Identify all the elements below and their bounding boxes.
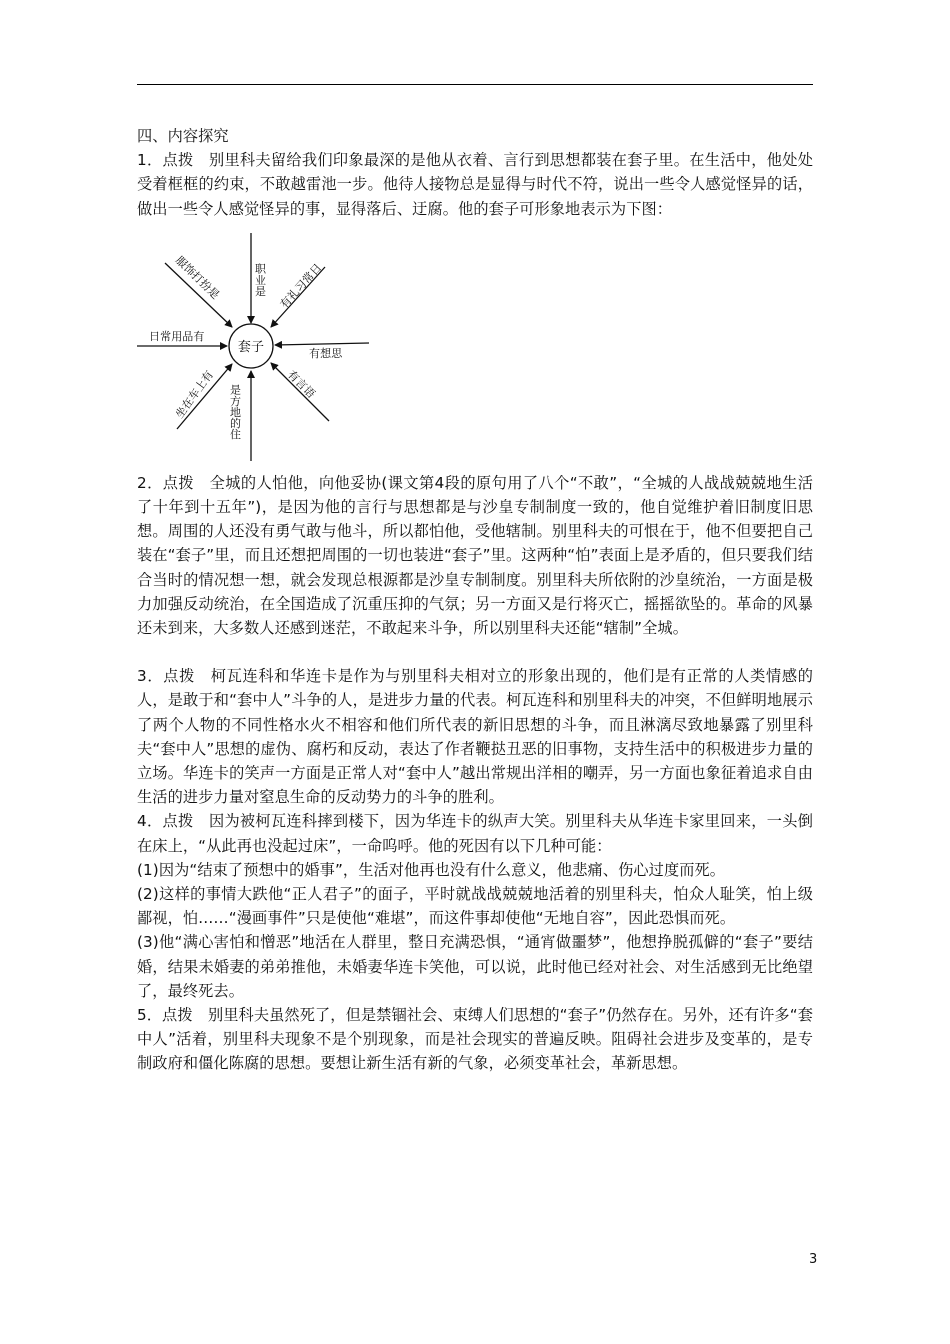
paragraph-4-item-2: (2)这样的事情大跌他“正人君子”的面子，平时就战战兢兢地活着的别里科夫，怕众人耻笑，怕上级鄙视，怕……“漫画事件”只是使他“难堪”，而这件事却使他“无地自容”，因此恐惧而死。 (137, 885, 813, 928)
label-bottom-left: 坐在车上有 (172, 368, 217, 421)
sleeve-diagram (137, 229, 377, 465)
paragraph-1: 1．点拨 别里科夫留给我们印象最深的是他从衣着、言行到思想都装在套子里。在生活中，他处处受着框框的约束，不敢越雷池一步。他待人接物总是显得与时代不符，说出一些令人感觉怪异的话，做出一些令人感觉怪异的事，显得落后、迂腐。他的套子可形象地表示为下图： (137, 151, 813, 218)
paragraph-4: 4．点拨 因为被柯瓦连科摔到楼下，因为华连卡的纵声大笑。别里科夫从华连卡家里回来，一头倒在床上，“从此再也没起过床”，一命呜呼。他的死因有以下几种可能： (137, 812, 813, 855)
label-top-left: 服饰打扮是 (172, 253, 222, 302)
page-number: 3 (809, 1252, 818, 1267)
label-top-right: 有礼习常日 (277, 260, 325, 311)
paragraph-4-item-3: (3)他“满心害怕和憎恶”地活在人群里，整日充满恐惧，“通宵做噩梦”，他想挣脱孤僻的“套子”要结婚，结果未婚妻的弟弟推他，未婚妻华连卡笑他，可以说，此时他已经对社会、对生活感到无比绝望了，最终死去。 (137, 933, 813, 1000)
section-title: 四、内容探究 (137, 127, 229, 145)
label-right: 有想思 (309, 346, 343, 360)
paragraph-5: 5．点拨 别里科夫虽然死了，但是禁锢社会、束缚人们思想的“套子”仍然存在。另外，还有许多“套中人”活着，别里科夫现象不是个别现象，而是社会现实的普遍反映。阻碍社会进步及变革的，是专制政府和僵化陈腐的思想。要想让新生活有新的气象，必须变革社会，革新思想。 (137, 1006, 813, 1073)
label-bottom-right: 有言语 (284, 367, 318, 401)
label-top: 职业是 (253, 262, 267, 297)
spacer (137, 640, 813, 664)
label-bottom: 是方地的住 (228, 383, 242, 440)
document-body (137, 124, 813, 1076)
label-left: 日常用品有 (149, 329, 205, 343)
paragraph-2: 2．点拨 全城的人怕他，向他妥协(课文第4段的原句用了八个“不敢”，“全城的人战战兢兢地生活了十年到十五年”)，是因为他的言行与思想都是与沙皇专制制度一致的，他自觉维护着旧制度旧思想。周围的人还没有勇气敢与他斗，所以都怕他，受他辖制。别里科夫的可恨在于，他不但要把自己装在“套子”里，而且还想把周围的一切也装进“套子”里。这两种“怕”表面上是矛盾的，但只要我们结合当时的情况想一想，就会发现总根源都是沙皇专制制度。别里科夫所依附的沙皇统治，一方面是极力加强反动统治，在全国造成了沉重压抑的气氛；另一方面又是行将灭亡，摇摇欲坠的。革命的风暴还未到来，大多数人还感到迷茫，不敢起来斗争，所以别里科夫还能“辖制”全城。 (137, 473, 813, 638)
arrow-right (275, 343, 369, 345)
header-rule (137, 84, 813, 85)
paragraph-4-item-1: (1)因为“结束了预想中的婚事”，生活对他再也没有什么意义，他悲痛、伤心过度而死。 (137, 860, 726, 879)
center-label: 套子 (237, 339, 265, 355)
paragraph-3: 3．点拨 柯瓦连科和华连卡是作为与别里科夫相对立的形象出现的，他们是有正常的人类情感的人，是敢于和“套中人”斗争的人，是进步力量的代表。柯瓦连科和别里科夫的冲突，不但鲜明地展示了两个人物的不同性格水火不相容和他们所代表的新旧思想的斗争，而且淋漓尽致地暴露了别里科夫“套中人”思想的虚伪、腐朽和反动，表达了作者鞭挞丑恶的旧事物，支持生活中的积极进步力量的立场。华连卡的笑声一方面是正常人对“套中人”越出常规出洋相的嘲弄，另一方面也象征着追求自由生活的进步力量对窒息生命的反动势力的斗争的胜利。 (137, 667, 813, 807)
